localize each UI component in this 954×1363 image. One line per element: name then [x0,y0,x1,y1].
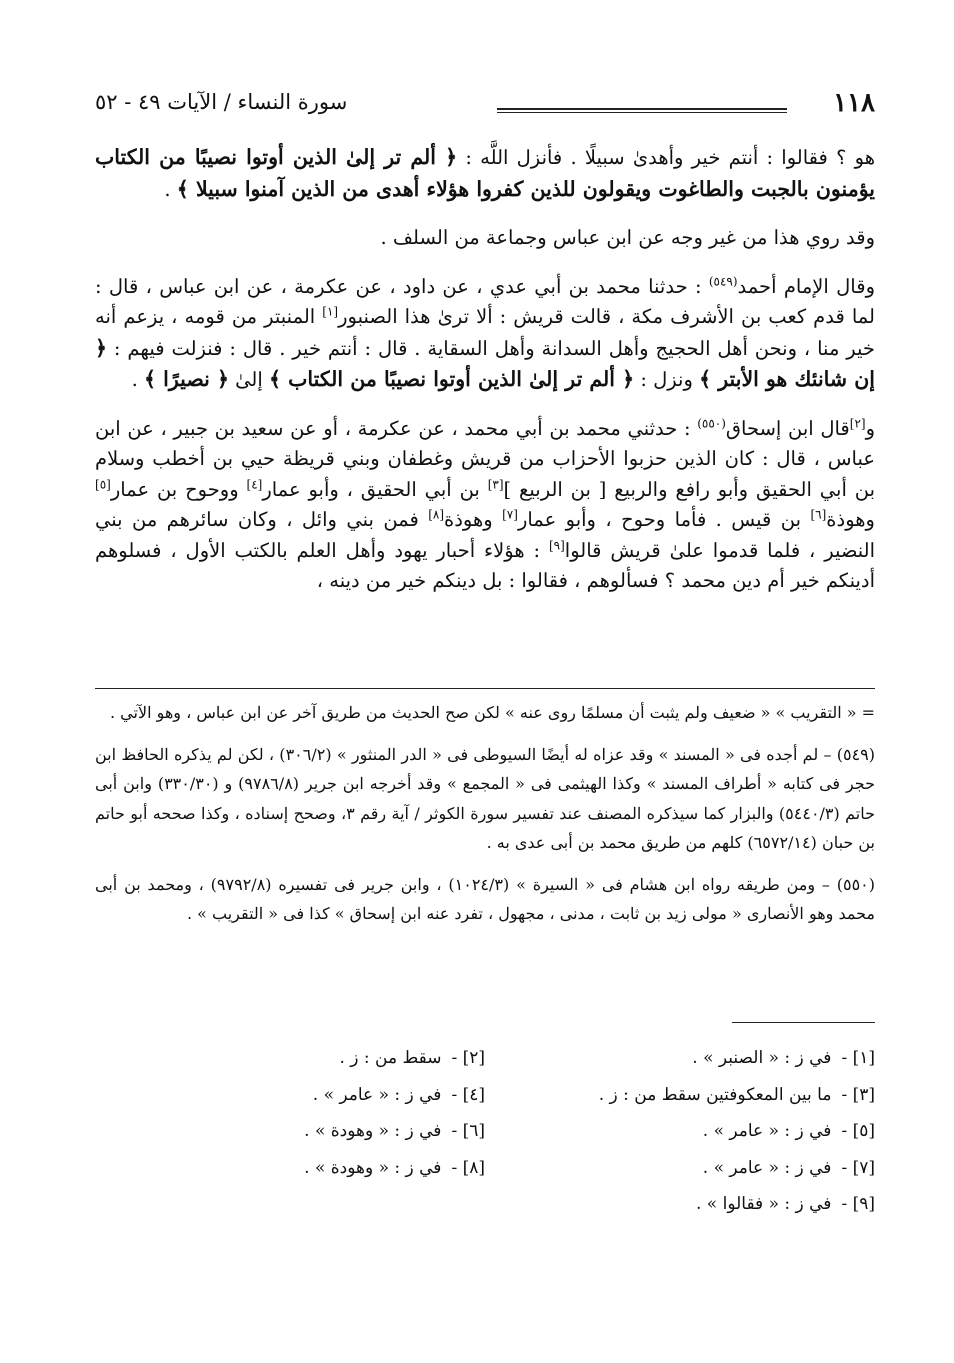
paragraph-text: : هؤلاء أحبار يهود وأهل العلم بالكتب الأول ، فسلوهم أدينكم خير أم دين محمد ؟ فسألوهم ، فقالوا : بل دينكم خير من دينه ، [95,538,875,592]
paragraph [95,272,875,396]
variant-number: [٩] - [841,1194,875,1214]
footnote: = « التقريب » « ضعيف ولم يثبت أن مسلمًا روى عنه » لكن صح الحديث من طريق آخر عن ابن عباس ، وهو الآتي . [109,703,875,722]
variant-note [485,1077,875,1114]
variant-note [95,1040,485,1077]
variant-number: [٥] - [841,1121,875,1141]
quran-verse: ﴿ ألم تر إلىٰ الذين أوتوا نصيبًا من الكتاب ﴾ [268,367,635,391]
variant-note [95,1150,485,1187]
variant-note [485,1040,875,1077]
variant-text: في ز : « فقالوا » . [695,1194,832,1214]
variant-note [95,1113,485,1150]
footnote-marker: [٦] [810,507,827,522]
quran-verse: ﴿ ألم تر إلىٰ الذين أوتوا نصيبًا من الكتاب يؤمنون بالجبت والطاغوت ويقولون للذين كفروا هؤلاء أهدى من الذين آمنوا سبيلا ﴾ [95,145,875,201]
paragraph-text: ونزل : [634,368,700,391]
paragraph-text: بن قيس . فأما وحوح ، وأبو عمار [517,508,811,531]
footnote-marker: [٤] [246,477,263,491]
footnote-marker: [٢] [849,416,866,430]
variant-note [485,1186,875,1223]
paragraph-text: وقال الإمام أحمد [737,274,875,298]
footnotes-section [95,698,875,941]
variant-text: ما بين المعكوفتين سقط من : ز . [598,1084,832,1105]
main-text [95,142,875,615]
variant-note [485,1113,875,1150]
paragraph-text: إلىٰ [228,368,269,391]
footnote: (٥٤٩) – لم أجده فى « المسند » وقد عزاه له أيضًا السيوطى فى « الدر المنثور » (٣٠٦/٢) ، لكن لم يذكره الحافظ ابن حجر فى كتابه « أطراف المسند » وكذا الهيثمى فى « المجمع » وقد أخرجه ابن جرير (٩٧٨٦/٨) و (٣٣٠/٣٠) وابن أبى حاتم (٥٤٤٠/٣) والبزار كما سيذكره المصنف عند تفسير سورة الكوثر / آية رقم ٣، وصحح إسناده ، وكذا صححه أبو حاتم بن حبان (٦٥٧٢/١٤) كلهم من طريق محمد بن أبى عدى به . [95,744,876,852]
footnote-divider [95,688,875,689]
variant-number: [٢] - [451,1048,485,1068]
footnote-marker: [٧] [502,507,518,522]
footnote: (٥٥٠) – ومن طريقه رواه ابن هشام فى « السيرة » (١٠٢٤/٣) ، وابن جرير فى تفسيره (٩٧٩٢/٨) ، ومحمد بن أبى محمد وهو الأنصارى « مولى زيد بن ثابت ، مدنى ، مجهول ، تفرد عنه ابن إسحاق » كذا فى « التقريب » . [95,874,876,923]
variant-note [485,1150,875,1187]
variant-row [95,1040,875,1077]
variant-row [95,1186,875,1223]
paragraph-text: . [164,177,177,201]
manuscript-variants [95,1040,875,1223]
variant-text: في ز : « الصنبر » . [692,1048,832,1068]
variant-row [95,1113,875,1150]
quran-verse: ﴿ إن شانئك هو الأبتر ﴾ [95,335,875,391]
variant-note [95,1077,485,1114]
footnote-marker: (٥٤٩) [708,274,738,288]
footnote-marker: [٣] [487,477,504,491]
paragraph-text: و [865,416,876,440]
footnote-marker: (٥٥٠) [697,416,726,430]
variant-row [95,1150,875,1187]
variant-number: [٦] - [451,1121,485,1141]
variant-text: في ز : « وهودة » . [304,1121,442,1141]
paragraph [95,414,875,597]
variant-text: في ز : « عامر » . [312,1084,442,1105]
variant-number: [٧] - [841,1157,875,1178]
variant-number: [١] - [841,1048,875,1068]
footnote-marker: [٥] [95,477,111,491]
variant-text: سقط من : ز . [339,1048,442,1068]
paragraph-text: وهوذة [444,508,503,531]
paragraph-text: قال ابن إسحاق [725,416,850,440]
page-number: ١١٨ [833,88,875,118]
running-header [95,88,875,128]
variant-number: [٣] - [841,1084,875,1105]
variant-text: في ز : « عامر » . [702,1157,832,1178]
footnote-marker: [١] [322,304,339,319]
running-title: سورة النساء / الآيات ٤٩ - ٥٢ [95,90,348,114]
paragraph-text: . [131,368,144,391]
paragraph-text: وقد روي هذا من غير وجه عن ابن عباس وجماعة من السلف . [380,226,875,249]
header-rule [497,108,787,113]
paragraph-text: بن أبي الحقيق ، وأبو عمار [262,477,488,501]
footnote-marker: [٨] [428,507,445,522]
variant-row [95,1077,875,1114]
paragraph-text: : حدثني محمد بن أبي محمد ، عن عكرمة ، أو عن سعيد بن جبير ، عن ابن عباس ، قال : كان الذين حزبوا الأحزاب من قريش وغطفان وبني قريظة حيي بن أخطب وسلام بن أبي الحقيق وأبو رافع والربيع [ بن الربيع ] [95,416,875,501]
variant-number: [٤] - [451,1084,485,1105]
quran-verse: ﴿ نصيرًا ﴾ [143,367,229,391]
book-page [95,0,875,1363]
paragraph-text: وهوذة [826,508,875,531]
paragraph [95,142,875,205]
footnote-marker: [٩] [548,538,565,552]
paragraph-text: المنبتر من قومه ، يزعم أنه خير منا ، ونحن أهل الحجيج وأهل السدانة وأهل السقاية . قال : أنتم خير . قال : فنزلت فيهم : [95,305,875,360]
paragraph-text: ووحوح بن عمار [110,477,247,501]
variants-divider [732,1022,875,1023]
variant-text: في ز : « عامر » . [702,1121,832,1141]
paragraph-text: فمن بني وائل ، وكان سائرهم من بني النضير ، فلما قدموا علىٰ قريش قالوا [95,508,875,562]
variant-text: في ز : « وهودة » . [304,1157,442,1178]
paragraph [95,223,875,254]
paragraph-text: : حدثنا محمد بن أبي عدي ، عن داود ، عن عكرمة ، عن ابن عباس ، قال : لما قدم كعب بن الأشرف مكة ، قالت قريش : ألا ترىٰ هذا الصنبور [95,274,875,328]
paragraph-text: هو ؟ فقالوا : أنتم خير وأهدىٰ سبيلًا . فأنزل اللَّه : [457,146,875,169]
variant-number: [٨] - [451,1157,485,1178]
